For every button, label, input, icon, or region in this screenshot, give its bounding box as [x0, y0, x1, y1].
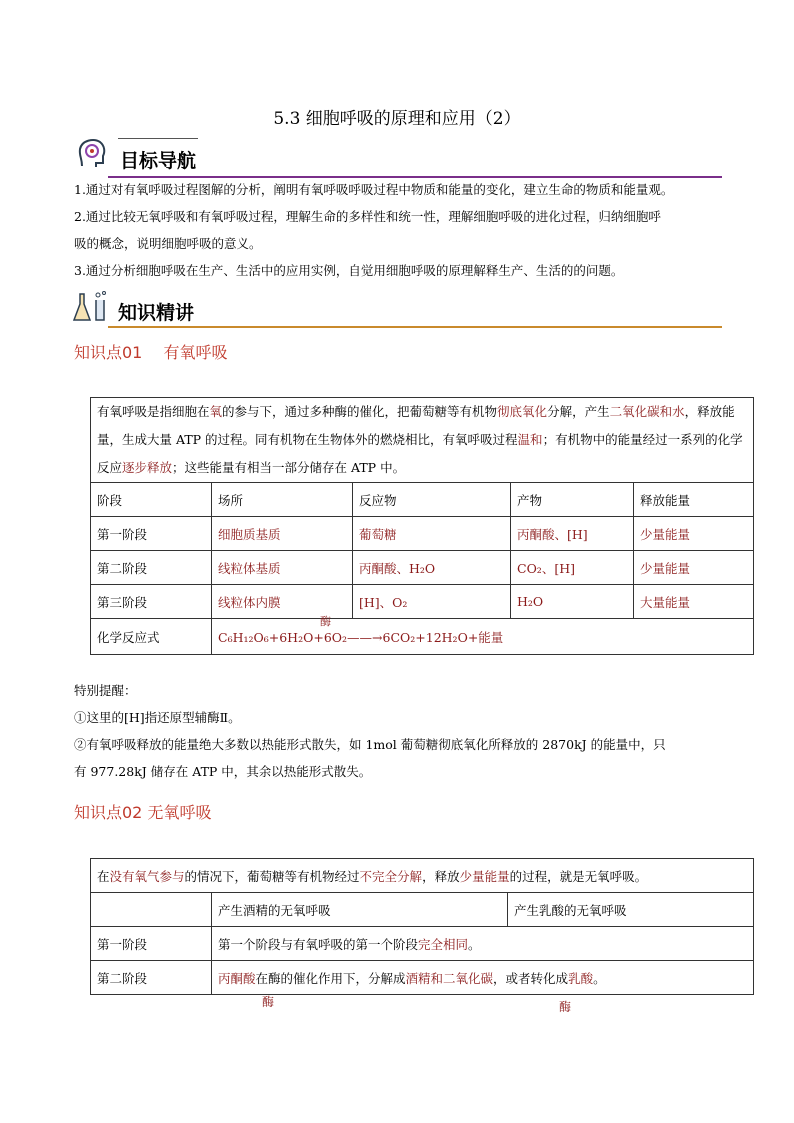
reactant-cell: 丙酮酸、H₂O — [353, 551, 511, 585]
reactant-cell: [H]、O₂ — [353, 585, 511, 619]
note-line: 有 977.28kJ 储存在 ATP 中，其余以热能形式散失。 — [74, 764, 372, 779]
stage-cell: 第三阶段 — [91, 585, 212, 619]
site-cell: 细胞质基质 — [212, 517, 353, 551]
header-cell: 产生酒精的无氧呼吸 — [212, 893, 508, 927]
header-cell: 产物 — [511, 483, 634, 517]
header-cell: 阶段 — [91, 483, 212, 517]
notes — [74, 677, 724, 785]
table-row — [91, 551, 754, 585]
reactant-cell: 葡萄糖 — [353, 517, 511, 551]
energy-cell: 少量能量 — [634, 551, 754, 585]
reaction-formula: C₆H₁₂O₆+6H₂O+6O₂——→6CO₂+12H₂O+能量 — [218, 629, 504, 645]
enzyme-label: 酶 — [559, 1000, 572, 1014]
flask-icon — [72, 290, 110, 324]
table-header-row — [91, 893, 754, 927]
header-cell: 产生乳酸的无氧呼吸 — [508, 893, 754, 927]
empty-cell — [91, 893, 212, 927]
kp2-heading: 知识点02 无氧呼吸 — [74, 803, 212, 822]
goal-line: 2.通过比较无氧呼吸和有氧呼吸过程，理解生命的多样性和统一性，理解细胞呼吸的进化过程，归纳细胞呼 — [74, 209, 661, 224]
page-title: 5.3 细胞呼吸的原理和应用（2） — [273, 109, 521, 129]
table-row — [91, 585, 754, 619]
goal-line: 3.通过分析细胞呼吸在生产、生活中的应用实例，自觉用细胞呼吸的原理解释生产、生活的的问题。 — [74, 263, 624, 278]
table-row — [91, 517, 754, 551]
energy-cell: 大量能量 — [634, 585, 754, 619]
anaerobic-intro: 在没有氧气参与的情况下，葡萄糖等有机物经过不完全分解，释放少量能量的过程，就是无氧呼吸。 — [91, 859, 754, 893]
section-title-knowledge: 知识精讲 — [118, 302, 195, 324]
header-cell: 反应物 — [353, 483, 511, 517]
divider — [118, 138, 198, 139]
formula-cell — [212, 615, 754, 655]
head-gear-icon — [76, 136, 110, 170]
note-line: ①这里的[H]指还原型辅酶Ⅱ。 — [74, 710, 241, 725]
table-header-row — [91, 483, 754, 517]
formula-label: 化学反应式 — [91, 619, 212, 655]
site-cell: 线粒体内膜 — [212, 585, 353, 619]
goal-line: 1.通过对有氧呼吸过程图解的分析，阐明有氧呼吸呼吸过程中物质和能量的变化，建立生命的物质和能量观。 — [74, 182, 674, 197]
enzyme-label: 酶 — [320, 615, 331, 628]
product-cell: CO₂、[H] — [511, 551, 634, 585]
product-cell: H₂O — [511, 585, 634, 619]
product-cell: 丙酮酸、[H] — [511, 517, 634, 551]
site-cell: 线粒体基质 — [212, 551, 353, 585]
stage-description: 丙酮酸在酶的催化作用下，分解成酒精和二氧化碳，或者转化成乳酸。 — [212, 961, 754, 995]
header-cell: 场所 — [212, 483, 353, 517]
goal-line: 吸的概念，说明细胞呼吸的意义。 — [74, 236, 262, 251]
header-cell: 释放能量 — [634, 483, 754, 517]
goals-text — [74, 176, 724, 284]
stage-cell: 第二阶段 — [91, 961, 212, 995]
table-row — [91, 961, 754, 995]
anaerobic-table — [90, 858, 754, 995]
aerobic-intro: 有氧呼吸是指细胞在氧的参与下，通过多种酶的催化，把葡萄糖等有机物彻底氧化分解，产生二氧化碳和水，释放能量，生成大量 ATP 的过程。同有机物在生物体外的燃烧相比，有氧呼吸过程温和；有机物中的能量经过一系列的化学反应逐步释放；这些能量有相当一部分储存在 ATP 中。 — [91, 398, 754, 483]
section-title-goals: 目标导航 — [120, 150, 197, 172]
note-line: ②有氧呼吸释放的能量绝大多数以热能形式散失，如 1mol 葡萄糖彻底氧化所释放的 2870kJ 的能量中，只 — [74, 737, 666, 752]
stage-description: 第一个阶段与有氧呼吸的第一个阶段完全相同。 — [212, 927, 754, 961]
stage-cell: 第一阶段 — [91, 517, 212, 551]
energy-cell: 少量能量 — [634, 517, 754, 551]
kp1-heading: 知识点01 有氧呼吸 — [74, 343, 228, 362]
stage-cell: 第一阶段 — [91, 927, 212, 961]
section-rule — [108, 326, 722, 328]
formula-row — [91, 619, 754, 655]
notes-label: 特别提醒： — [74, 683, 137, 698]
table-row — [91, 927, 754, 961]
aerobic-table — [90, 397, 754, 655]
stage-cell: 第二阶段 — [91, 551, 212, 585]
enzyme-label: 酶 — [262, 995, 275, 1009]
